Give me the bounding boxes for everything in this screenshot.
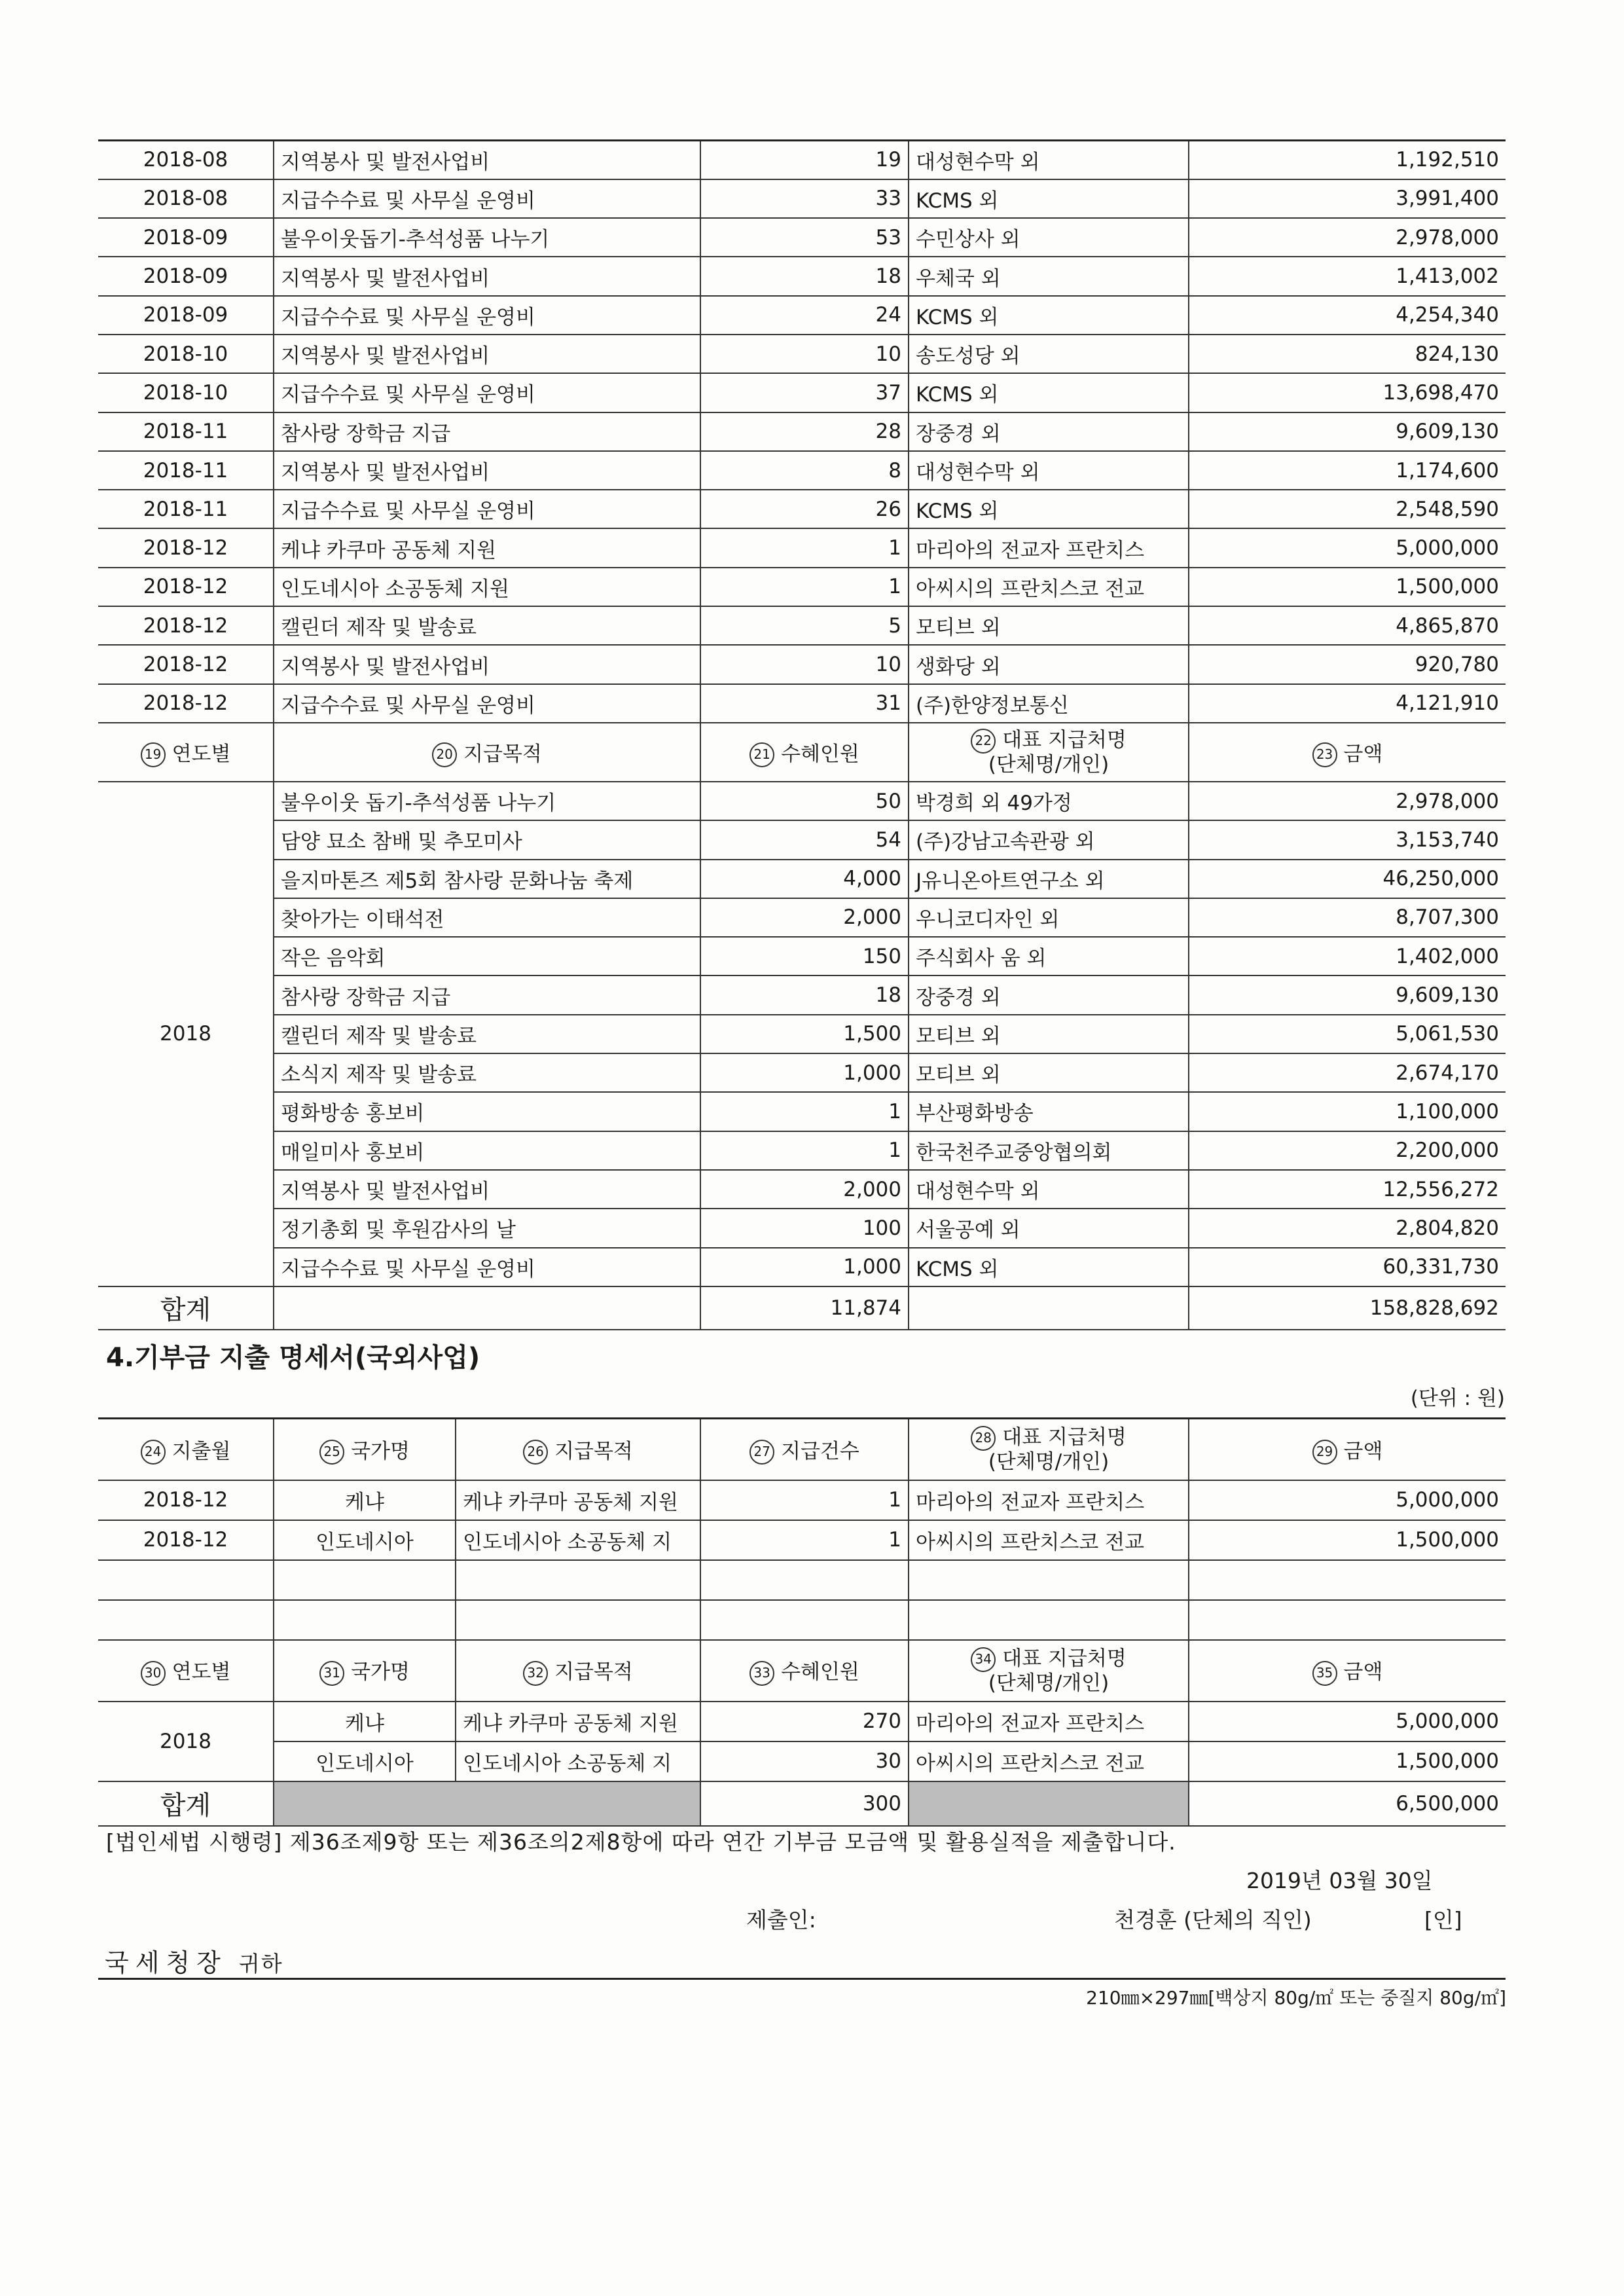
amount-cell: 13,698,470 [1189, 373, 1506, 412]
purpose-cell: 정기총회 및 후원감사의 날 [274, 1209, 700, 1247]
count-cell: 1 [700, 568, 909, 606]
purpose-cell: 작은 음악회 [274, 937, 700, 975]
empty-cell [700, 1600, 909, 1640]
empty-row [98, 1600, 1506, 1640]
overseas-annual-header-row [98, 1640, 1506, 1702]
header-amount [1189, 723, 1506, 782]
amount-cell: 5,061,530 [1189, 1015, 1506, 1053]
table-row [98, 451, 1506, 490]
header-sublabel: (단체명/개인) [988, 1449, 1110, 1474]
header-sublabel: (단체명/개인) [988, 1671, 1110, 1695]
count-cell: 28 [700, 412, 909, 451]
payee-cell: 아씨시의 프란치스코 전교 [909, 1741, 1189, 1781]
payee-cell: 송도성당 외 [909, 335, 1189, 373]
shaded-cell [909, 1781, 1189, 1826]
table-row [98, 1520, 1506, 1560]
table-row [98, 820, 1506, 859]
payee-cell: 아씨시의 프란치스코 전교 [909, 568, 1189, 606]
count-cell: 31 [700, 684, 909, 723]
header-label: 금액 [1343, 1439, 1383, 1463]
shaded-cell [274, 1781, 700, 1826]
period-cell: 2018-10 [98, 335, 274, 373]
empty-cell [98, 1560, 274, 1600]
period-cell: 2018-12 [98, 684, 274, 723]
payee-cell: 박경희 외 49가정 [909, 782, 1189, 820]
circled-number: 22 [971, 729, 996, 754]
purpose-cell: 케냐 카쿠마 공동체 지원 [274, 528, 700, 567]
month-cell: 2018-12 [98, 1520, 274, 1560]
count-cell: 4,000 [700, 860, 909, 898]
header-count [700, 1640, 909, 1702]
payee-cell: KCMS 외 [909, 373, 1189, 412]
amount-cell: 1,192,510 [1189, 141, 1506, 179]
payee-cell: KCMS 외 [909, 179, 1189, 218]
payee-cell: 모티브 외 [909, 1053, 1189, 1092]
header-count [700, 723, 909, 782]
empty-cell [456, 1600, 700, 1640]
amount-cell: 824,130 [1189, 335, 1506, 373]
period-cell: 2018-09 [98, 296, 274, 335]
addressee [105, 1942, 283, 1978]
count-cell: 100 [700, 1209, 909, 1247]
table-row [98, 606, 1506, 645]
payee-cell: KCMS 외 [909, 490, 1189, 528]
table-row [98, 1170, 1506, 1209]
amount-cell: 1,500,000 [1189, 1520, 1506, 1560]
header-label: 대표 지급처명 [1002, 1647, 1127, 1670]
header-year [98, 723, 274, 782]
header-label: 대표 지급처명 [1002, 728, 1127, 752]
header-payee [909, 1419, 1189, 1480]
header-label: 지급목적 [554, 1660, 633, 1685]
purpose-cell: 지급수수료 및 사무실 운영비 [274, 296, 700, 335]
table-row [98, 335, 1506, 373]
country-cell: 인도네시아 [274, 1520, 456, 1560]
monthly-expenditure-table [98, 139, 1506, 1330]
header-label: 금액 [1343, 1660, 1383, 1685]
count-cell: 24 [700, 296, 909, 335]
table-row [98, 218, 1506, 257]
law-notice: [법인세법 시행령] 제36조제9항 또는 제36조의2제8항에 따라 연간 기부금 모금액 및 활용실적을 제출합니다. [106, 1829, 1176, 1855]
count-cell: 1 [700, 1131, 909, 1170]
table-row [98, 412, 1506, 451]
table-row [98, 860, 1506, 898]
paper-spec: 210㎜×297㎜[백상지 80g/㎡ 또는 중질지 80g/㎡] [1086, 1987, 1506, 2009]
amount-cell: 60,331,730 [1189, 1248, 1506, 1286]
circled-number: 21 [749, 742, 774, 767]
circled-number: 28 [971, 1426, 996, 1451]
count-cell: 8 [700, 451, 909, 490]
addressee-suffix: 귀하 [238, 1951, 283, 1977]
circled-number: 34 [971, 1647, 996, 1672]
count-cell: 1,000 [700, 1053, 909, 1092]
circled-number: 29 [1312, 1440, 1337, 1465]
purpose-cell: 캘린더 제작 및 발송료 [274, 1015, 700, 1053]
header-label: 대표 지급처명 [1002, 1425, 1127, 1449]
amount-cell: 5,000,000 [1189, 1480, 1506, 1520]
circled-number: 32 [523, 1661, 548, 1686]
payee-cell: 아씨시의 프란치스코 전교 [909, 1520, 1189, 1560]
header-label: 연도별 [171, 742, 231, 766]
year-cell: 2018 [98, 782, 274, 1286]
count-cell: 2,000 [700, 898, 909, 937]
amount-cell: 2,804,820 [1189, 1209, 1506, 1247]
bottom-rule [98, 1978, 1506, 1980]
circled-number: 20 [432, 742, 457, 767]
header-label: 수혜인원 [781, 742, 859, 766]
table-row [98, 684, 1506, 723]
empty-cell [700, 1560, 909, 1600]
payee-cell: 서울공예 외 [909, 1209, 1189, 1247]
purpose-cell: 지급수수료 및 사무실 운영비 [274, 490, 700, 528]
amount-cell: 2,548,590 [1189, 490, 1506, 528]
period-cell: 2018-10 [98, 373, 274, 412]
circled-number: 30 [141, 1661, 166, 1686]
purpose-cell: 참사랑 장학금 지급 [274, 975, 700, 1014]
count-cell: 1 [700, 1520, 909, 1560]
amount-cell: 4,865,870 [1189, 606, 1506, 645]
header-purpose [456, 1640, 700, 1702]
amount-cell: 2,674,170 [1189, 1053, 1506, 1092]
count-cell: 26 [700, 490, 909, 528]
submission-date: 2019년 03월 30일 [1246, 1868, 1433, 1893]
header-label: 금액 [1343, 742, 1383, 766]
purpose-cell: 지역봉사 및 발전사업비 [274, 141, 700, 179]
payee-cell: 생화당 외 [909, 645, 1189, 683]
purpose-cell: 지역봉사 및 발전사업비 [274, 335, 700, 373]
payee-cell: (주)강남고속관광 외 [909, 820, 1189, 859]
count-cell: 54 [700, 820, 909, 859]
table-row [98, 257, 1506, 295]
purpose-cell: 지급수수료 및 사무실 운영비 [274, 1248, 700, 1286]
empty-cell [909, 1600, 1189, 1640]
header-count [700, 1419, 909, 1480]
table-row [98, 141, 1506, 179]
amount-cell: 3,153,740 [1189, 820, 1506, 859]
amount-cell: 5,000,000 [1189, 528, 1506, 567]
count-cell: 1 [700, 1480, 909, 1520]
period-cell: 2018-09 [98, 218, 274, 257]
amount-cell: 1,174,600 [1189, 451, 1506, 490]
purpose-cell: 참사랑 장학금 지급 [274, 412, 700, 451]
amount-cell: 2,200,000 [1189, 1131, 1506, 1170]
purpose-cell: 캘린더 제작 및 발송료 [274, 606, 700, 645]
count-cell: 150 [700, 937, 909, 975]
total-count: 300 [700, 1781, 909, 1826]
year-cell: 2018 [98, 1702, 274, 1781]
count-cell: 1 [700, 1092, 909, 1131]
total-amount: 158,828,692 [1189, 1286, 1506, 1330]
purpose-cell: 인도네시아 소공동체 지 [456, 1741, 700, 1781]
count-cell: 270 [700, 1702, 909, 1741]
empty-cell [456, 1560, 700, 1600]
payee-cell: 대성현수막 외 [909, 451, 1189, 490]
count-cell: 2,000 [700, 1170, 909, 1209]
circled-number: 27 [749, 1440, 774, 1465]
amount-cell: 4,121,910 [1189, 684, 1506, 723]
amount-cell: 5,000,000 [1189, 1702, 1506, 1741]
count-cell: 30 [700, 1741, 909, 1781]
payee-cell: (주)한양정보통신 [909, 684, 1189, 723]
count-cell: 37 [700, 373, 909, 412]
payee-cell: 부산평화방송 [909, 1092, 1189, 1131]
purpose-cell: 담양 묘소 참배 및 추모미사 [274, 820, 700, 859]
count-cell: 10 [700, 335, 909, 373]
header-year [98, 1640, 274, 1702]
amount-cell: 1,402,000 [1189, 937, 1506, 975]
amount-cell: 1,413,002 [1189, 257, 1506, 295]
period-cell: 2018-11 [98, 490, 274, 528]
total-row [98, 1781, 1506, 1826]
header-amount [1189, 1640, 1506, 1702]
purpose-cell: 지급수수료 및 사무실 운영비 [274, 179, 700, 218]
submitter-label: 제출인: [746, 1907, 816, 1933]
count-cell: 50 [700, 782, 909, 820]
purpose-cell: 을지마톤즈 제5회 참사랑 문화나눔 축제 [274, 860, 700, 898]
purpose-cell: 지역봉사 및 발전사업비 [274, 645, 700, 683]
country-cell: 케냐 [274, 1480, 456, 1520]
payee-cell: 모티브 외 [909, 1015, 1189, 1053]
circled-number: 33 [749, 1661, 774, 1686]
table-row [98, 296, 1506, 335]
amount-cell: 3,991,400 [1189, 179, 1506, 218]
period-cell: 2018-12 [98, 606, 274, 645]
header-label: 연도별 [171, 1660, 231, 1685]
annual-header-row [98, 723, 1506, 782]
header-label: 국가명 [351, 1439, 410, 1463]
country-cell: 인도네시아 [274, 1741, 456, 1781]
table-row [98, 490, 1506, 528]
table-row [98, 373, 1506, 412]
overseas-header-row [98, 1419, 1506, 1480]
table-row [98, 528, 1506, 567]
payee-cell: 우니코디자인 외 [909, 898, 1189, 937]
purpose-cell: 지급수수료 및 사무실 운영비 [274, 684, 700, 723]
total-amount: 6,500,000 [1189, 1781, 1506, 1826]
circled-number: 24 [141, 1440, 166, 1465]
table-row [98, 1209, 1506, 1247]
payee-cell: 장중경 외 [909, 975, 1189, 1014]
header-payee [909, 723, 1189, 782]
payee-cell: 마리아의 전교자 프란치스 [909, 1480, 1189, 1520]
amount-cell: 12,556,272 [1189, 1170, 1506, 1209]
total-row [98, 1286, 1506, 1330]
header-purpose [274, 723, 700, 782]
empty-cell [274, 1560, 456, 1600]
circled-number: 35 [1312, 1661, 1337, 1686]
addressee-name: 국세청장 [105, 1948, 227, 1977]
count-cell: 53 [700, 218, 909, 257]
purpose-cell: 케냐 카쿠마 공동체 지원 [456, 1480, 700, 1520]
header-sublabel: (단체명/개인) [988, 752, 1110, 776]
period-cell: 2018-11 [98, 412, 274, 451]
count-cell: 19 [700, 141, 909, 179]
period-cell: 2018-12 [98, 645, 274, 683]
payee-cell: KCMS 외 [909, 1248, 1189, 1286]
period-cell: 2018-12 [98, 568, 274, 606]
purpose-cell: 불우이웃 돕기-추석성품 나누기 [274, 782, 700, 820]
overseas-expenditure-table [98, 1417, 1506, 1827]
table-row [98, 782, 1506, 820]
count-cell: 18 [700, 257, 909, 295]
amount-cell: 1,500,000 [1189, 568, 1506, 606]
header-country [274, 1640, 456, 1702]
empty-cell [1189, 1600, 1506, 1640]
purpose-cell: 지급수수료 및 사무실 운영비 [274, 373, 700, 412]
circled-number: 25 [319, 1440, 344, 1465]
header-label: 지급건수 [781, 1439, 859, 1463]
table-row [98, 1702, 1506, 1741]
header-label: 수혜인원 [781, 1660, 859, 1685]
purpose-cell: 소식지 제작 및 발송료 [274, 1053, 700, 1092]
empty-cell [274, 1286, 700, 1330]
payee-cell: 우체국 외 [909, 257, 1189, 295]
table-row [98, 1248, 1506, 1286]
purpose-cell: 평화방송 홍보비 [274, 1092, 700, 1131]
amount-cell: 9,609,130 [1189, 412, 1506, 451]
amount-cell: 1,500,000 [1189, 1741, 1506, 1781]
total-label: 합계 [98, 1286, 274, 1330]
period-cell: 2018-08 [98, 141, 274, 179]
circled-number: 31 [319, 1661, 344, 1686]
purpose-cell: 매일미사 홍보비 [274, 1131, 700, 1170]
empty-cell [909, 1560, 1189, 1600]
amount-cell: 920,780 [1189, 645, 1506, 683]
purpose-cell: 불우이웃돕기-추석성품 나누기 [274, 218, 700, 257]
header-label: 지급목적 [463, 742, 542, 766]
period-cell: 2018-11 [98, 451, 274, 490]
header-amount [1189, 1419, 1506, 1480]
purpose-cell: 지역봉사 및 발전사업비 [274, 257, 700, 295]
payee-cell: 주식회사 움 외 [909, 937, 1189, 975]
header-country [274, 1419, 456, 1480]
payee-cell: 수민상사 외 [909, 218, 1189, 257]
count-cell: 33 [700, 179, 909, 218]
count-cell: 10 [700, 645, 909, 683]
purpose-cell: 지역봉사 및 발전사업비 [274, 1170, 700, 1209]
empty-cell [98, 1600, 274, 1640]
purpose-cell: 인도네시아 소공동체 지원 [274, 568, 700, 606]
purpose-cell: 지역봉사 및 발전사업비 [274, 451, 700, 490]
amount-cell: 2,978,000 [1189, 218, 1506, 257]
payee-cell: 마리아의 전교자 프란치스 [909, 1702, 1189, 1741]
payee-cell: 마리아의 전교자 프란치스 [909, 528, 1189, 567]
table-row [98, 1480, 1506, 1520]
empty-row [98, 1560, 1506, 1600]
table-row [98, 179, 1506, 218]
table-row [98, 898, 1506, 937]
payee-cell: 한국천주교중앙협의회 [909, 1131, 1189, 1170]
payee-cell: 모티브 외 [909, 606, 1189, 645]
period-cell: 2018-08 [98, 179, 274, 218]
count-cell: 1,500 [700, 1015, 909, 1053]
count-cell: 1 [700, 528, 909, 567]
empty-cell [1189, 1560, 1506, 1600]
payee-cell: 대성현수막 외 [909, 141, 1189, 179]
circled-number: 19 [141, 742, 166, 767]
table-row [98, 975, 1506, 1014]
table-row [98, 568, 1506, 606]
table-row [98, 1131, 1506, 1170]
table-row [98, 1092, 1506, 1131]
purpose-cell: 케냐 카쿠마 공동체 지원 [456, 1702, 700, 1741]
amount-cell: 8,707,300 [1189, 898, 1506, 937]
amount-cell: 46,250,000 [1189, 860, 1506, 898]
submitter-name: 천경훈 (단체의 직인) [1114, 1907, 1312, 1933]
purpose-cell: 찾아가는 이태석전 [274, 898, 700, 937]
amount-cell: 9,609,130 [1189, 975, 1506, 1014]
header-label: 국가명 [351, 1660, 410, 1685]
payee-cell: 장중경 외 [909, 412, 1189, 451]
payee-cell: KCMS 외 [909, 296, 1189, 335]
table-row [98, 1741, 1506, 1781]
header-label: 지급목적 [554, 1439, 633, 1463]
header-month [98, 1419, 274, 1480]
total-label: 합계 [98, 1781, 274, 1826]
amount-cell: 1,100,000 [1189, 1092, 1506, 1131]
amount-cell: 2,978,000 [1189, 782, 1506, 820]
section4-title: 4.기부금 지출 명세서(국외사업) [106, 1343, 480, 1373]
period-cell: 2018-09 [98, 257, 274, 295]
purpose-cell: 인도네시아 소공동체 지 [456, 1520, 700, 1560]
payee-cell: J유니온아트연구소 외 [909, 860, 1189, 898]
header-payee [909, 1640, 1189, 1702]
payee-cell: 대성현수막 외 [909, 1170, 1189, 1209]
count-cell: 1,000 [700, 1248, 909, 1286]
header-purpose [456, 1419, 700, 1480]
amount-cell: 4,254,340 [1189, 296, 1506, 335]
month-cell: 2018-12 [98, 1480, 274, 1520]
table-row [98, 645, 1506, 683]
circled-number: 26 [523, 1440, 548, 1465]
empty-cell [909, 1286, 1189, 1330]
header-label: 지출월 [171, 1439, 231, 1463]
seal-label: [인] [1424, 1907, 1462, 1933]
country-cell: 케냐 [274, 1702, 456, 1741]
circled-number: 23 [1312, 742, 1337, 767]
table-row [98, 937, 1506, 975]
unit-label: (단위 : 원) [1410, 1387, 1505, 1410]
count-cell: 18 [700, 975, 909, 1014]
empty-cell [274, 1600, 456, 1640]
count-cell: 5 [700, 606, 909, 645]
table-row [98, 1015, 1506, 1053]
period-cell: 2018-12 [98, 528, 274, 567]
total-count: 11,874 [700, 1286, 909, 1330]
table-row [98, 1053, 1506, 1092]
